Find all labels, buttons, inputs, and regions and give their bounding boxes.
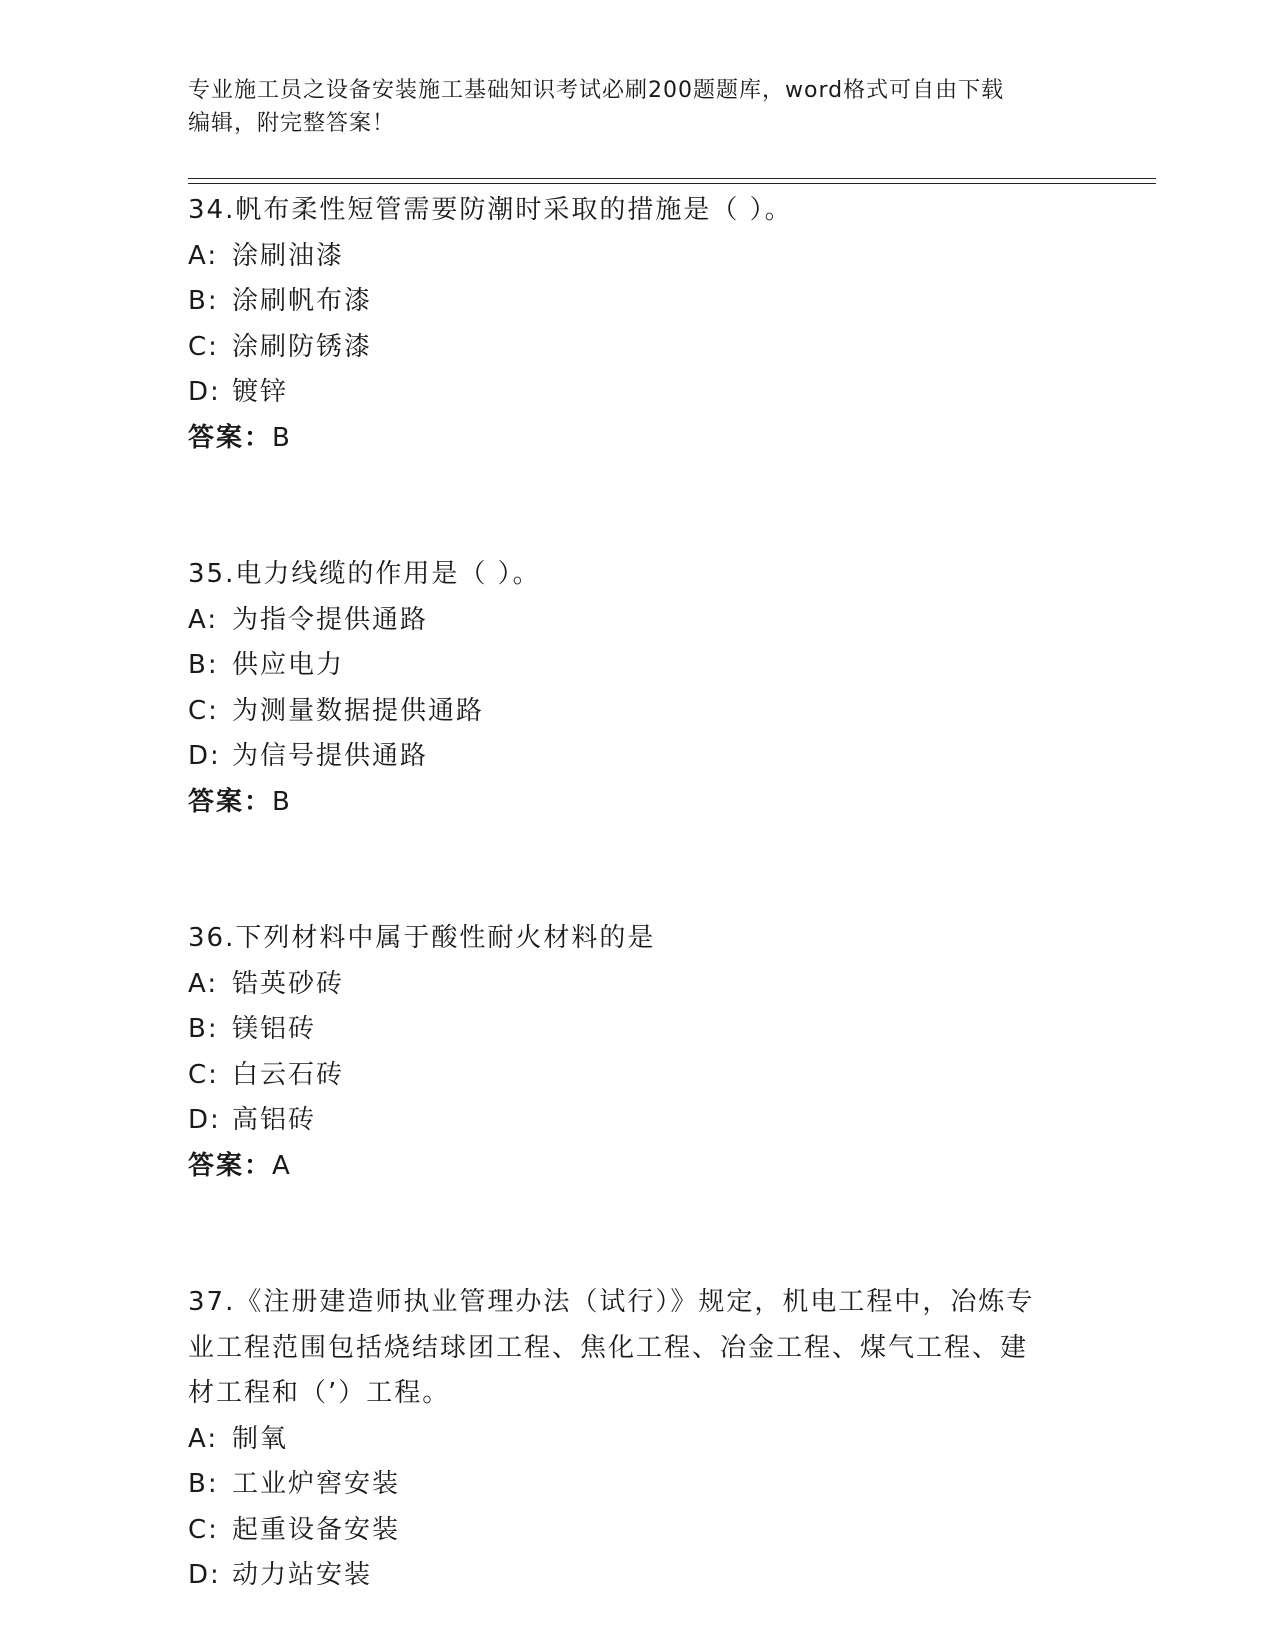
- option-text: 高铝砖: [232, 1105, 317, 1135]
- option-text: 制氧: [232, 1423, 289, 1454]
- option-letter: C:: [188, 1514, 219, 1545]
- option-a: [188, 1417, 1088, 1463]
- question-stem: 34.帆布柔性短管需要防潮时采取的措施是（ ）。: [188, 195, 793, 225]
- option-letter: B:: [188, 286, 219, 316]
- option-c: [188, 325, 1088, 371]
- option-text: 涂刷油漆: [232, 240, 345, 271]
- option-text: 工业炉窖安装: [232, 1469, 401, 1499]
- option-c: [188, 1053, 1088, 1099]
- question-stem: 35.电力线缆的作用是（ ）。: [188, 559, 541, 589]
- header-divider-bottom: [188, 183, 1156, 184]
- spacer: [188, 1189, 1088, 1280]
- header-divider-top: [188, 178, 1156, 179]
- option-text: 白云石砖: [232, 1059, 345, 1090]
- option-letter: B:: [188, 1014, 219, 1044]
- question-list: [188, 188, 1088, 1599]
- answer-label: 答案：: [188, 786, 273, 817]
- option-text: 起重设备安装: [232, 1514, 401, 1545]
- option-letter: D:: [188, 377, 221, 407]
- option-text: 锆英砂砖: [232, 968, 345, 999]
- answer-line: [188, 1144, 1088, 1190]
- question-34: [188, 188, 1088, 461]
- option-d: [188, 370, 1088, 416]
- option-b: [188, 643, 1088, 689]
- option-a: [188, 962, 1088, 1008]
- option-b: [188, 1462, 1088, 1508]
- option-text: 供应电力: [232, 650, 345, 680]
- answer-value: B: [272, 786, 292, 817]
- option-text: 涂刷帆布漆: [232, 286, 373, 316]
- option-d: [188, 1553, 1088, 1599]
- option-letter: A:: [188, 604, 219, 635]
- answer-line: [188, 780, 1088, 826]
- option-letter: C:: [188, 1059, 219, 1090]
- document-header: [188, 74, 1088, 140]
- question-35: [188, 552, 1088, 825]
- option-text: 镀锌: [232, 377, 289, 407]
- option-a: [188, 234, 1088, 280]
- option-letter: D:: [188, 1105, 221, 1135]
- option-b: [188, 1007, 1088, 1053]
- option-letter: A:: [188, 240, 219, 271]
- option-d: [188, 734, 1088, 780]
- option-letter: B:: [188, 650, 219, 680]
- option-letter: A:: [188, 968, 219, 999]
- header-line-1: 专业施工员之设备安装施工基础知识考试必刷200题题库，word格式可自由下载: [188, 78, 1005, 103]
- question-stem-line-3: 材工程和（’）工程。: [188, 1378, 451, 1408]
- option-letter: A:: [188, 1423, 219, 1454]
- option-a: [188, 598, 1088, 644]
- option-letter: C:: [188, 331, 219, 362]
- option-text: 为指令提供通路: [232, 604, 429, 635]
- option-text: 镁铝砖: [232, 1014, 317, 1044]
- option-text: 为信号提供通路: [232, 741, 429, 771]
- question-stem-line-1: 37.《注册建造师执业管理办法（试行）》规定，机电工程中，冶炼专: [188, 1287, 1035, 1317]
- option-d: [188, 1098, 1088, 1144]
- option-letter: C:: [188, 695, 219, 726]
- option-letter: D:: [188, 1560, 221, 1590]
- option-letter: B:: [188, 1469, 219, 1499]
- option-c: [188, 1508, 1088, 1554]
- option-text: 为测量数据提供通路: [232, 695, 485, 726]
- option-letter: D:: [188, 741, 221, 771]
- question-37: [188, 1280, 1088, 1599]
- option-b: [188, 279, 1088, 325]
- answer-line: [188, 416, 1088, 462]
- option-text: 涂刷防锈漆: [232, 331, 373, 362]
- question-36: [188, 916, 1088, 1189]
- answer-label: 答案：: [188, 1150, 273, 1181]
- question-stem: 36.下列材料中属于酸性耐火材料的是: [188, 923, 656, 953]
- answer-value: B: [272, 422, 292, 453]
- header-line-2: 编辑，附完整答案！: [188, 111, 396, 136]
- question-stem-line-2: 业工程范围包括烧结球团工程、焦化工程、冶金工程、煤气工程、建: [188, 1332, 1029, 1363]
- spacer: [188, 461, 1088, 552]
- option-text: 动力站安装: [232, 1560, 373, 1590]
- option-c: [188, 689, 1088, 735]
- answer-value: A: [272, 1150, 292, 1181]
- answer-label: 答案：: [188, 422, 273, 453]
- spacer: [188, 825, 1088, 916]
